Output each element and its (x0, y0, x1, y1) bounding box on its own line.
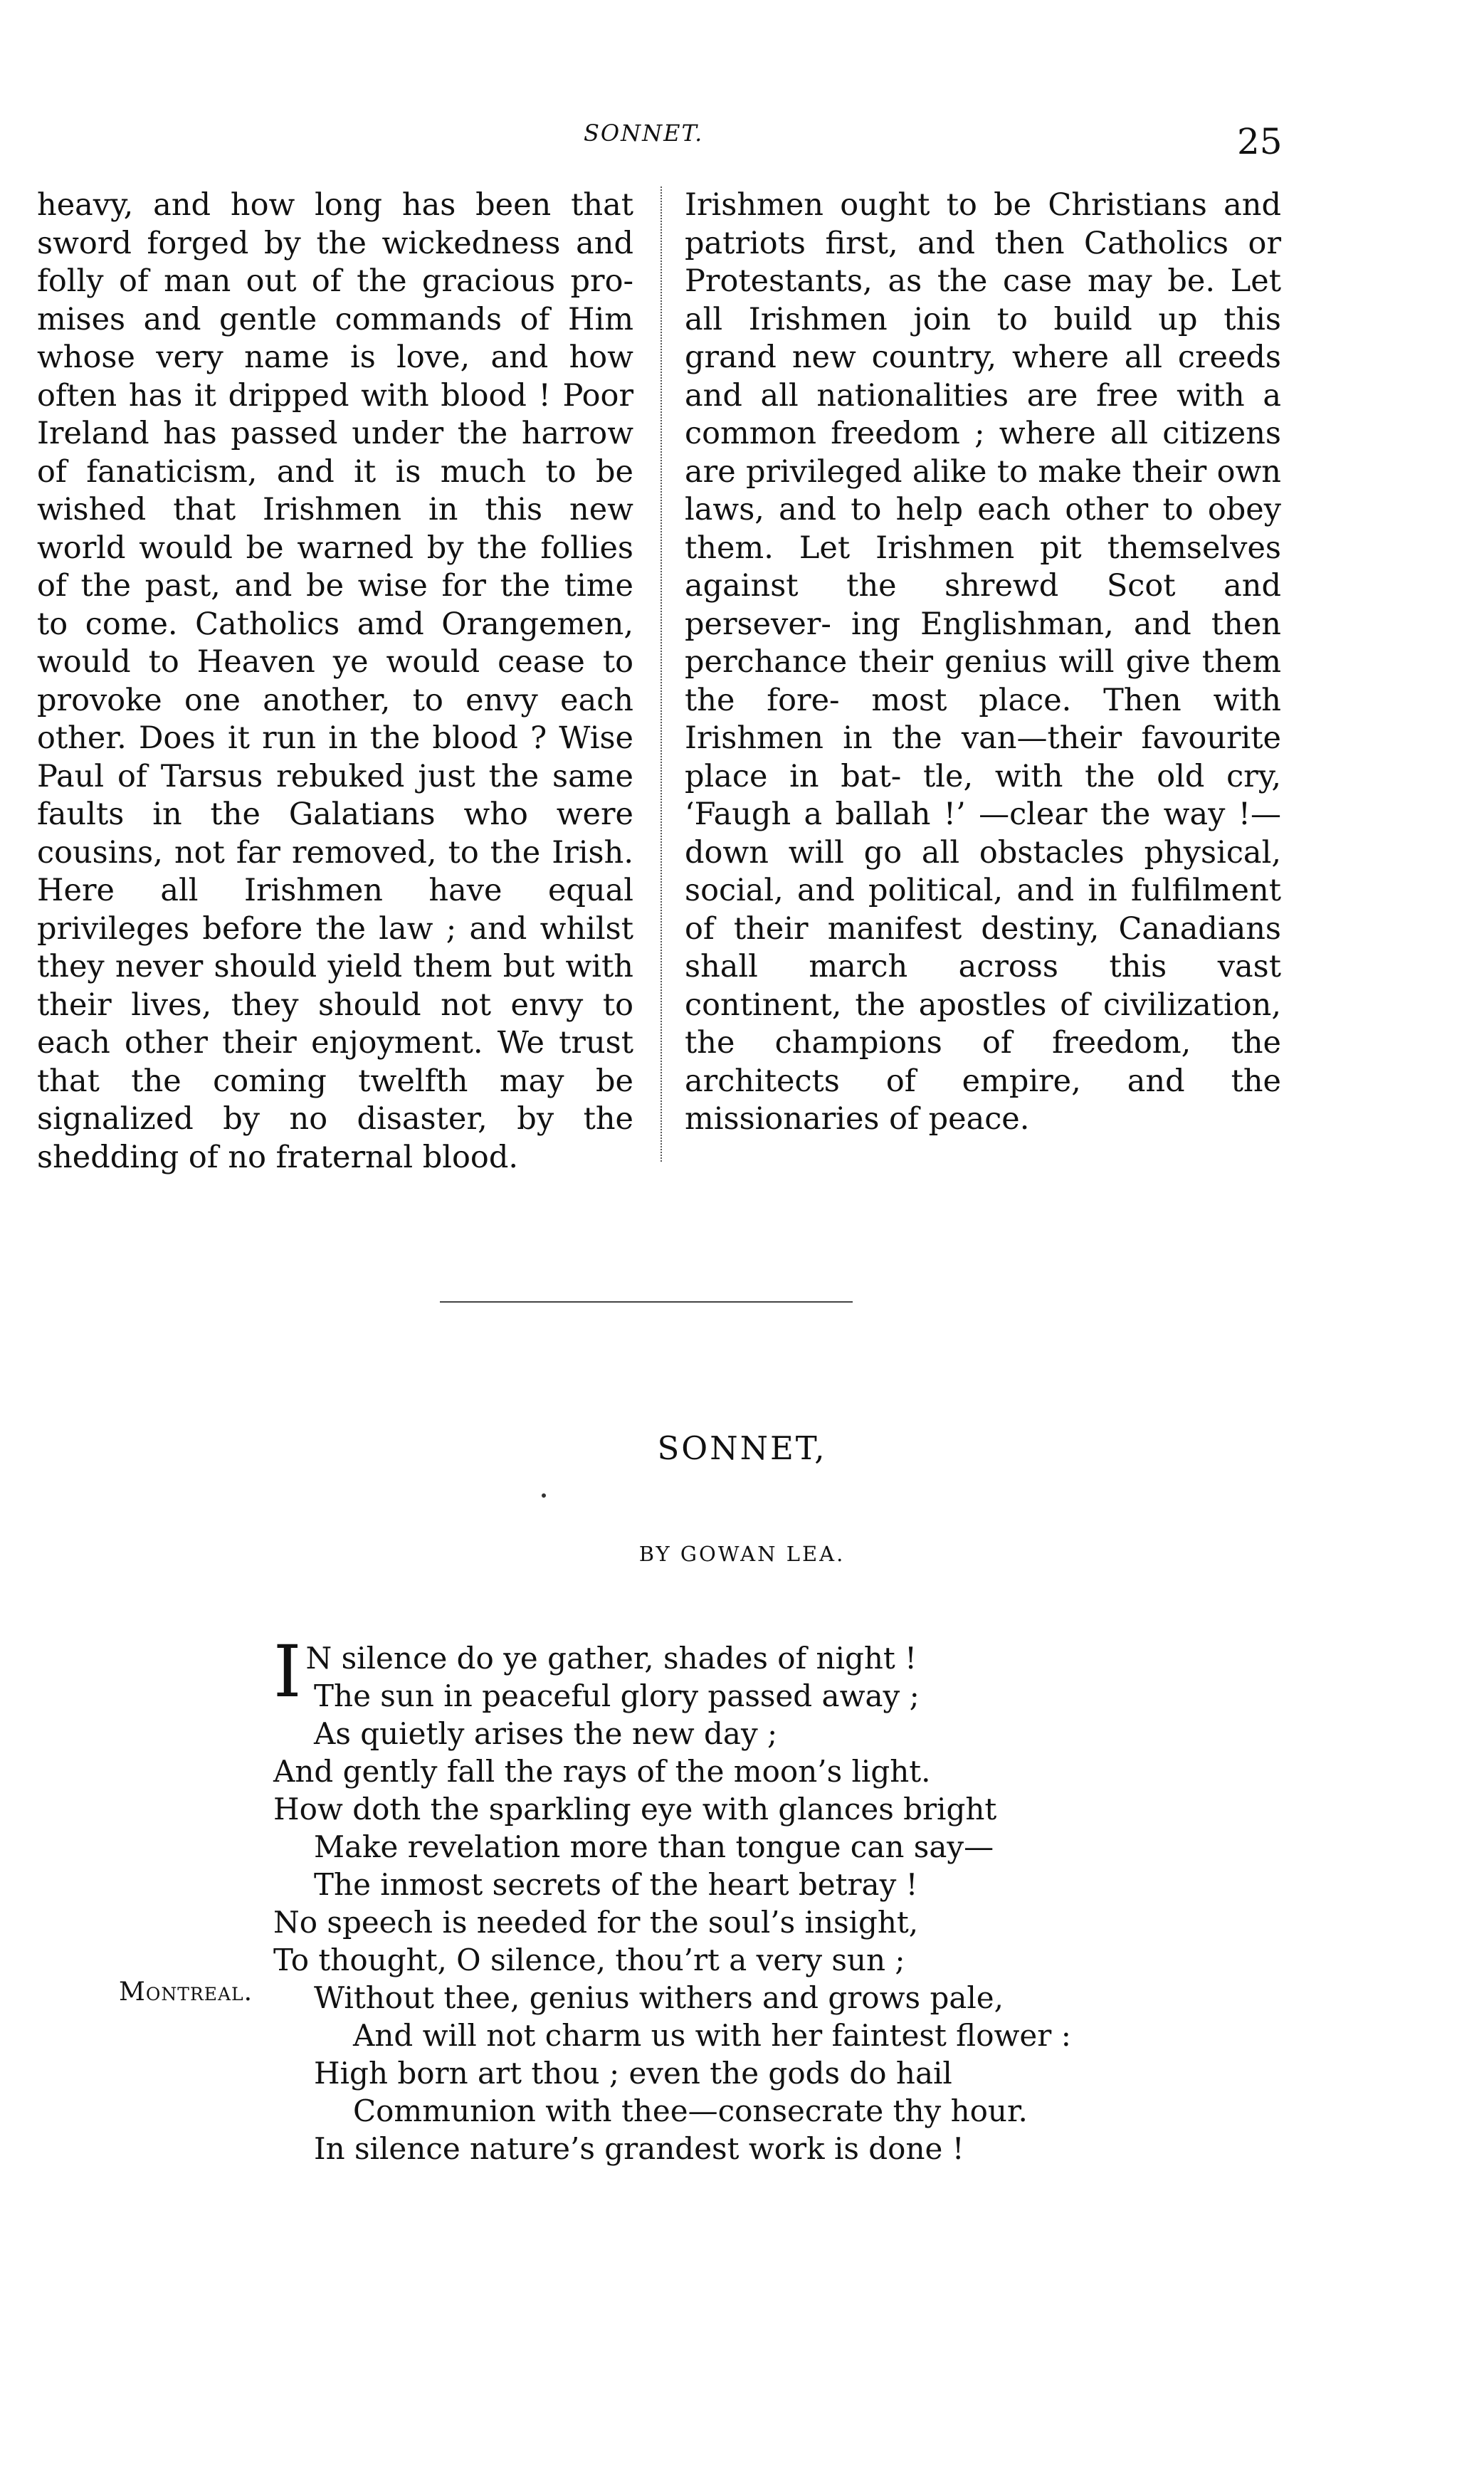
text-line: them. Let Irishmen pit themselves (685, 530, 1281, 566)
decorative-dot (542, 1493, 546, 1498)
poem-line: As quietly arises the new day ; (314, 1716, 778, 1751)
text-line: laws, and to help each other to obey (685, 492, 1281, 527)
poem-line: To thought, O silence, thou’rt a very sun ; (273, 1943, 905, 1977)
right-text-column (685, 186, 1281, 1139)
text-line: the van—their favourite place in bat- (685, 720, 1281, 794)
sonnet-body (273, 1630, 1270, 2167)
poem-line: The inmost secrets of the heart betray ! (314, 1867, 918, 1902)
text-line: are privileged alike to make their own (685, 453, 1281, 490)
text-line: one another, to envy each other. Does (37, 682, 633, 756)
text-line: mises and gentle commands of Him (37, 301, 633, 337)
left-text-column (37, 186, 633, 1177)
column-divider (661, 186, 662, 1162)
text-line: grand new country, where all creeds (685, 340, 1281, 375)
poem-line: In silence nature’s grandest work is done ! (314, 2131, 964, 2166)
text-line: most place. Then with Irishmen in (685, 682, 1281, 756)
poem-byline: BY GOWAN LEA. (638, 1542, 846, 1566)
text-line: and all nationalities are free with a (685, 377, 1281, 414)
drop-cap: I (273, 1630, 302, 1713)
text-line: in the Galatians who were cousins, not (37, 797, 633, 871)
text-line: their genius will give them the fore- (685, 644, 1281, 718)
poem-line: High born art thou ; even the gods do hail (314, 2056, 952, 2091)
text-line: against the shrewd Scot and persever- (685, 568, 1281, 642)
text-line: —clear the way !—down will go all (685, 797, 1282, 871)
text-line: whose very name is love, and how (37, 340, 633, 375)
text-line: folly of man out of the gracious pro- (37, 263, 633, 299)
text-line: by the shedding of no fraternal blood. (37, 1101, 633, 1175)
text-line: far removed, to the Irish. Here all (37, 834, 633, 908)
text-line: wished that Irishmen in this new world (37, 492, 633, 566)
text-line: past, and be wise for the time to come. (37, 568, 633, 642)
text-line: the architects of empire, and the (685, 1025, 1281, 1099)
text-line: it run in the blood ? Wise Paul of (37, 720, 633, 794)
running-title: SONNET. (584, 120, 704, 147)
text-line: ing Englishman, and then perchance (685, 606, 1281, 680)
text-line: sword forged by the wickedness and (37, 225, 633, 261)
text-line: Irishmen have equal privileges before (37, 873, 633, 947)
text-line: tle, with the old cry, ‘Faugh a ballah !’ (685, 758, 1281, 832)
text-line: Protestants, as the case may be. Let (685, 263, 1281, 299)
place-signature: Montreal. (119, 1977, 253, 2007)
poem-line: N silence do ye gather, shades of night ! (305, 1641, 917, 1676)
poem-line: Without thee, genius withers and grows pale, (314, 1980, 1004, 2015)
poem-line: How doth the sparkling eye with glances bright (273, 1792, 997, 1827)
poem-line: Make revelation more than tongue can say— (314, 1829, 994, 1864)
poem-line: And will not charm us with her faintest flower : (353, 2018, 1071, 2053)
poem-line: And gently fall the rays of the moon’s light. (273, 1754, 931, 1789)
text-line: common freedom ; where all citizens (685, 416, 1281, 451)
poem-line: The sun in peaceful glory passed away ; (314, 1678, 920, 1713)
text-line: Tarsus rebuked just the same faults (37, 758, 633, 832)
text-line: Irishmen ought to be Christians and (685, 187, 1281, 223)
text-line: Ireland has passed under the harrow (37, 416, 633, 451)
text-line: twelfth may be signalized by no disaster, (37, 1063, 633, 1137)
text-line: all Irishmen join to build up this (685, 301, 1281, 337)
text-line: heavy, and how long has been that (37, 187, 633, 223)
text-line: and in fulfilment of their manifest (685, 873, 1281, 947)
text-line: Heaven ye would cease to provoke (37, 644, 633, 718)
text-line: of fanaticism, and it is much to be (37, 453, 633, 490)
text-line: would be warned by the follies of the (37, 530, 633, 604)
section-divider-rule (440, 1301, 853, 1303)
text-line: enjoyment. We trust that the coming (37, 1025, 633, 1099)
text-line: patriots first, and then Catholics or (685, 225, 1281, 261)
text-line: this vast continent, the apostles of (685, 949, 1281, 1023)
poem-line: Communion with thee—consecrate thy hour. (353, 2093, 1028, 2128)
text-line: the law ; and whilst they never should (37, 910, 634, 984)
text-line: yield them but with their lives, they (37, 949, 633, 1023)
text-line: should not envy to each other their (37, 987, 633, 1061)
text-line: civilization, the champions of freedom, (685, 987, 1281, 1061)
text-line: obstacles physical, social, and political, (685, 834, 1281, 908)
poem-line: No speech is needed for the soul’s insight, (273, 1905, 919, 1940)
poem-title: SONNET, (657, 1429, 827, 1467)
text-line: missionaries of peace. (685, 1101, 1030, 1137)
text-line: Catholics amd Orangemen, would to (37, 606, 633, 680)
text-line: often has it dripped with blood ! Poor (37, 377, 633, 414)
page-number: 25 (1237, 121, 1283, 162)
text-line: destiny, Canadians shall march across (685, 910, 1282, 984)
